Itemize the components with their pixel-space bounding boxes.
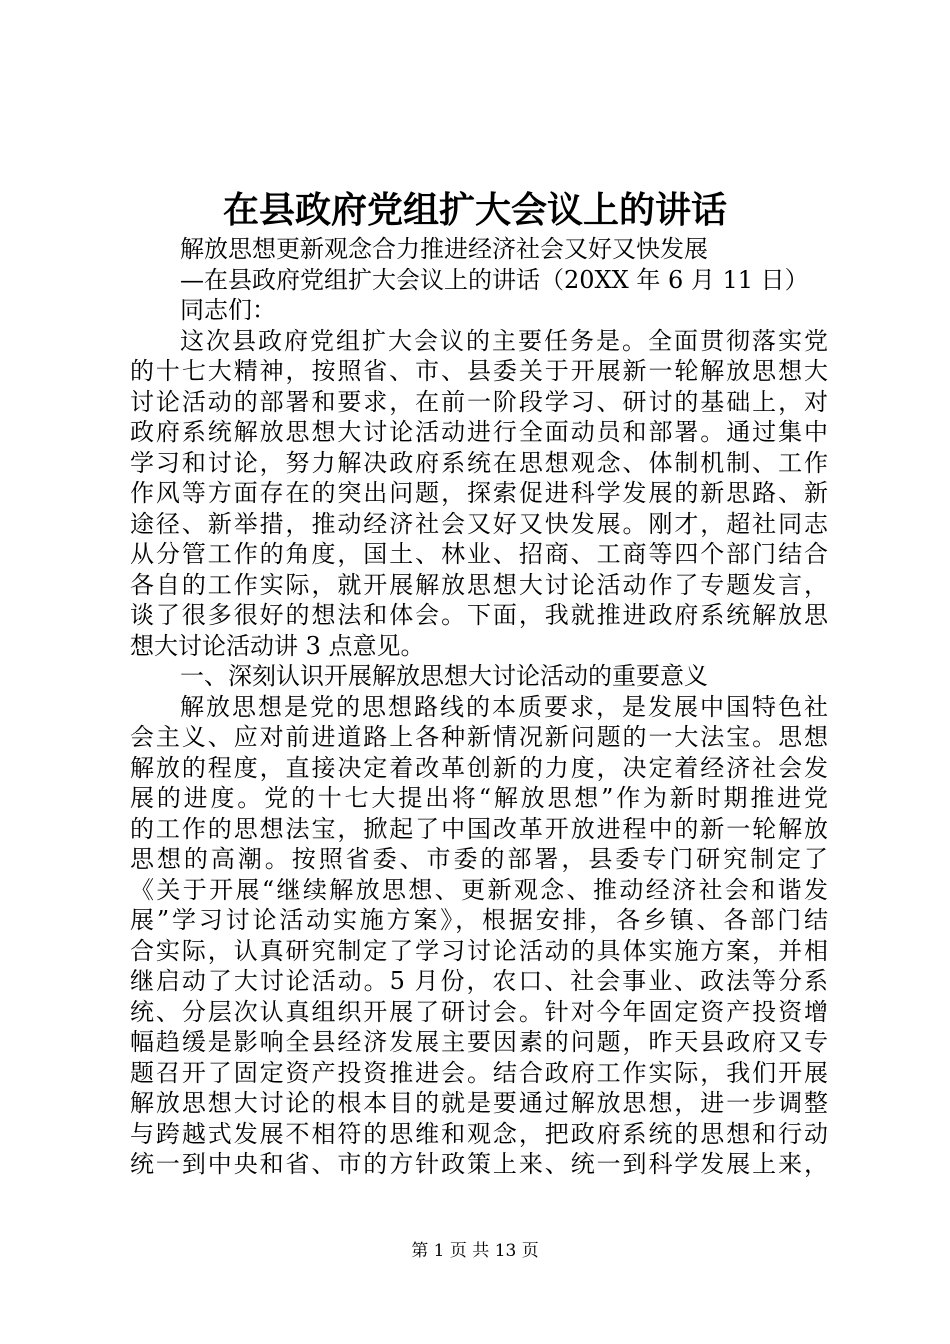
paragraph-line: 途径、新举措，推动经济社会又好又快发展。刚才，超社同志: [130, 509, 828, 538]
paragraph-line: 继启动了大讨论活动。5 月份，农口、社会事业、政法等分系: [130, 967, 828, 995]
paragraph-line: 统一到中央和省、市的方针政策上来、统一到科学发展上来，: [130, 1150, 828, 1178]
paragraph-line: 会主义、应对前进道路上各种新情况新问题的一大法宝。思想: [130, 723, 828, 751]
paragraph-line: 解放思想是党的思想路线的本质要求，是发展中国特色社: [180, 692, 828, 721]
paragraph-line: 解放的程度，直接决定着改革创新的力度，决定着经济社会发: [130, 753, 828, 782]
paragraph-line: 的十七大精神，按照省、市、县委关于开展新一轮解放思想大: [130, 357, 828, 385]
paragraph-line: 合实际，认真研究制定了学习讨论活动的具体实施方案，并相: [130, 936, 828, 965]
paragraph-line: 题召开了固定资产投资推进会。结合政府工作实际，我们开展: [130, 1058, 828, 1087]
document-title: 在县政府党组扩大会议上的讲话: [222, 189, 727, 231]
paragraph-line: 各自的工作实际，就开展解放思想大讨论活动作了专题发言，: [130, 570, 828, 599]
paragraph-line: 《关于开展“继续解放思想、更新观念、推动经济社会和谐发: [130, 875, 828, 904]
paragraph-line: 思想的高潮。按照省委、市委的部署，县委专门研究制定了: [130, 845, 828, 873]
paragraph-line: 从分管工作的角度，国土、林业、招商、工商等四个部门结合: [130, 540, 828, 568]
document-body: [130, 234, 828, 1180]
paragraph-line: 这次县政府党组扩大会议的主要任务是。全面贯彻落实党: [180, 326, 828, 355]
paragraph-line: 与跨越式发展不相符的思维和观念，把政府系统的思想和行动: [130, 1119, 828, 1148]
speech-info-line: —在县政府党组扩大会议上的讲话（20XX 年 6 月 11 日）: [180, 265, 809, 294]
paragraph-line: 讨论活动的部署和要求，在前一阶段学习、研讨的基础上，对: [130, 387, 828, 416]
paragraph-line: 的工作的思想法宝，掀起了中国改革开放进程中的新一轮解放: [130, 814, 828, 843]
page-number-footer: 第 1 页 共 13 页: [411, 1241, 539, 1261]
section-heading: 一、深刻认识开展解放思想大讨论活动的重要意义: [180, 662, 708, 690]
paragraph-line: 谈了很多很好的想法和体会。下面，我就推进政府系统解放思: [130, 601, 828, 629]
paragraph-line: 展”学习讨论活动实施方案》，根据安排，各乡镇、各部门结: [130, 906, 828, 934]
paragraph-line: 统、分层次认真组织开展了研讨会。针对今年固定资产投资增: [130, 997, 828, 1026]
paragraph-line: 想大讨论活动讲 3 点意见。: [130, 631, 425, 660]
paragraph-line: 解放思想大讨论的根本目的就是要通过解放思想，进一步调整: [130, 1089, 828, 1117]
paragraph-line: 学习和讨论，努力解决政府系统在思想观念、体制机制、工作: [130, 448, 828, 477]
salutation-line: 同志们：: [180, 296, 276, 324]
paragraph-line: 展的进度。党的十七大提出将“解放思想”作为新时期推进党: [130, 784, 828, 812]
paragraph-line: 幅趋缓是影响全县经济发展主要因素的问题，昨天县政府又专: [130, 1028, 828, 1056]
paragraph-line: 作风等方面存在的突出问题，探索促进科学发展的新思路、新: [130, 479, 828, 507]
paragraph-line: 政府系统解放思想大讨论活动进行全面动员和部署。通过集中: [130, 418, 828, 446]
subtitle-line: 解放思想更新观念合力推进经济社会又好又快发展: [180, 235, 708, 263]
